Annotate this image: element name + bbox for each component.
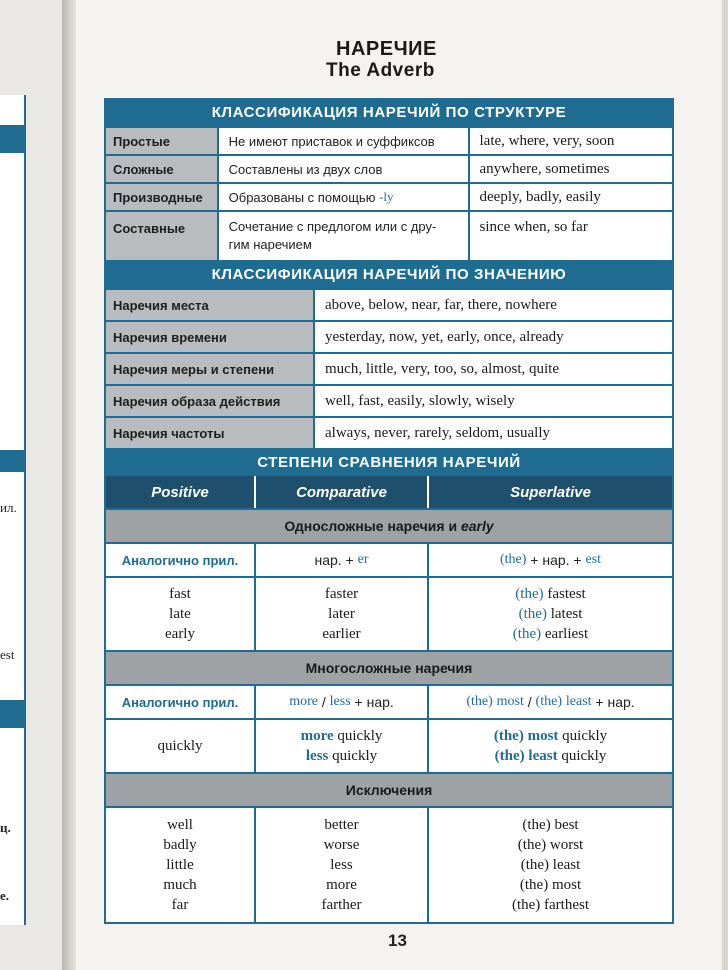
positive-word: late: [169, 606, 191, 622]
superlative-examples: [427, 578, 672, 650]
comparative-examples: [254, 720, 427, 772]
rule-text: + нар.: [595, 694, 635, 710]
comparative-word: quickly: [337, 728, 383, 744]
row-label: Наречия образа действия: [106, 386, 313, 416]
article-the: (the): [466, 694, 493, 709]
table-row: [106, 384, 672, 416]
row-label: Сложные: [106, 156, 217, 182]
article-the: (the): [515, 586, 544, 602]
row-examples: since when, so far: [468, 212, 672, 260]
positive-word: quickly: [157, 737, 203, 754]
comparative-word: later: [328, 606, 355, 622]
comparative-word: earlier: [322, 626, 361, 642]
structure-heading: КЛАССИФИКАЦИЯ НАРЕЧИЙ ПО СТРУКТУРЕ: [106, 100, 672, 126]
table-row: [106, 352, 672, 384]
superlative-word: fastest: [547, 586, 586, 602]
superlative-line: [519, 604, 583, 624]
rule-label: Аналогично прил.: [121, 552, 239, 568]
comparative-line: [301, 726, 383, 746]
row-label: Наречия частоты: [106, 418, 313, 448]
row-label: Простые: [106, 128, 217, 154]
left-page-fragment: ц.: [0, 820, 11, 835]
comparative-line: [306, 746, 377, 766]
row-description: [217, 184, 468, 210]
word-least: least: [528, 748, 558, 764]
superlative-word: (the) most: [519, 877, 582, 893]
rule-text: + нар. +: [530, 552, 582, 568]
rule-slash: /: [321, 694, 326, 710]
suffix-er: er: [357, 552, 369, 567]
superlative-word: earliest: [544, 626, 589, 642]
positive-word: early: [165, 626, 195, 642]
comparative-rule: [254, 544, 427, 576]
article-the: (the): [518, 606, 547, 622]
word-more: more: [289, 694, 318, 709]
table-row: [106, 126, 672, 154]
word-most: most: [496, 694, 524, 709]
column-header-comparative: Comparative: [254, 476, 427, 508]
row-examples: anywhere, sometimes: [468, 156, 672, 182]
comparative-rule: [254, 686, 427, 718]
row-examples: always, never, rarely, seldom, usually: [313, 418, 667, 448]
word-more: more: [300, 728, 334, 744]
positive-word: far: [171, 897, 189, 913]
article-the: (the): [493, 728, 524, 744]
superlative-examples: [427, 808, 672, 922]
left-page-fragment: est: [0, 647, 15, 662]
left-page-band: [0, 125, 24, 153]
table-row: [106, 182, 672, 210]
comparative-word: better: [324, 817, 359, 833]
examples-row: [106, 718, 672, 772]
positive-word: badly: [163, 837, 197, 853]
rule-label: Аналогично прил.: [121, 694, 239, 710]
positive-examples: [106, 808, 254, 922]
table-row: [106, 320, 672, 352]
row-examples: deeply, badly, easily: [468, 184, 672, 210]
comparative-word: faster: [324, 586, 359, 602]
rule-text: + нар.: [354, 694, 394, 710]
comparative-examples: [254, 808, 427, 922]
table-row: [106, 288, 672, 320]
row-examples: yesterday, now, yet, early, once, already: [313, 322, 667, 352]
page-number: 13: [388, 931, 407, 950]
page-title-ru: НАРЕЧИЕ: [336, 38, 437, 60]
superlative-word: (the) worst: [517, 837, 584, 853]
left-page-edge: [0, 0, 62, 970]
superlative-word: latest: [550, 606, 583, 622]
description-line: Сочетание с предлогом или с дру-: [228, 219, 437, 234]
degrees-heading: СТЕПЕНИ СРАВНЕНИЯ НАРЕЧИЙ: [106, 448, 672, 476]
meaning-heading: КЛАССИФИКАЦИЯ НАРЕЧИЙ ПО ЗНАЧЕНИЮ: [106, 260, 672, 288]
row-description: Не имеют приставок и суффиксов: [217, 128, 468, 154]
multi-syllable-heading: Многосложные наречия: [106, 650, 672, 684]
superlative-rule: [427, 686, 672, 718]
one-syllable-heading-text: Односложные наречия и: [284, 518, 458, 534]
positive-examples: [106, 578, 254, 650]
superlative-line: [513, 624, 588, 644]
comparative-word: farther: [321, 897, 362, 913]
description-text: Образованы с помощью: [228, 189, 376, 205]
word-least: least: [565, 694, 592, 709]
superlative-line: [495, 746, 607, 766]
row-examples: late, where, very, soon: [468, 128, 672, 154]
rule-row: [106, 542, 672, 576]
book-gutter: [62, 0, 76, 970]
rule-slash: /: [527, 694, 532, 710]
comparative-word: quickly: [332, 748, 378, 764]
word-less: less: [329, 694, 351, 709]
row-description: Составлены из двух слов: [217, 156, 468, 182]
article-the: (the): [499, 552, 527, 567]
positive-word: fast: [169, 586, 191, 602]
row-examples: much, little, very, too, so, almost, quite: [313, 354, 667, 384]
examples-row: [106, 576, 672, 650]
left-page-band: [0, 450, 24, 472]
row-label: Наречия меры и степени: [106, 354, 313, 384]
positive-word: little: [166, 857, 194, 873]
word-most: most: [527, 728, 559, 744]
column-header-positive: Positive: [151, 483, 209, 501]
left-page-fragment: е.: [0, 888, 10, 903]
superlative-word: (the) best: [522, 817, 579, 833]
examples-row: [106, 806, 672, 922]
article-the: (the): [535, 694, 562, 709]
suffix-ly: -ly: [379, 189, 394, 204]
row-description: [217, 212, 468, 260]
superlative-rule: [427, 544, 672, 576]
comparative-word: less: [330, 857, 353, 873]
comparative-word: worse: [323, 837, 360, 853]
superlative-line: [494, 726, 607, 746]
left-page-band: [0, 700, 24, 728]
comparative-word: more: [326, 877, 357, 893]
left-page-fragment: ил.: [0, 500, 17, 515]
row-label: Наречия места: [106, 290, 313, 320]
superlative-word: (the) farthest: [511, 897, 590, 913]
superlative-examples: [427, 720, 672, 772]
row-label: Наречия времени: [106, 322, 313, 352]
row-label: Составные: [106, 212, 217, 260]
comparative-examples: [254, 578, 427, 650]
superlative-word: quickly: [562, 728, 608, 744]
row-examples: above, below, near, far, there, nowhere: [313, 290, 667, 320]
column-header-superlative: Superlative: [427, 476, 672, 508]
superlative-word: (the) least: [520, 857, 581, 873]
one-syllable-heading: [106, 508, 672, 542]
positive-word: well: [167, 817, 193, 833]
positive-word: much: [163, 877, 197, 893]
article-the: (the): [494, 748, 525, 764]
adverb-table: [104, 98, 674, 924]
page-edge: [722, 0, 728, 970]
table-row: [106, 154, 672, 182]
suffix-est: est: [585, 552, 602, 567]
word-less: less: [305, 748, 329, 764]
table-row: [106, 416, 672, 448]
row-label: Производные: [106, 184, 217, 210]
page-title-en: The Adverb: [326, 60, 435, 81]
article-the: (the): [512, 626, 542, 642]
rule-row: [106, 684, 672, 718]
exceptions-heading: Исключения: [106, 772, 672, 806]
rule-text: нар. +: [314, 552, 354, 568]
degrees-column-headers: [106, 476, 672, 508]
description-line: гим наречием: [228, 237, 312, 252]
one-syllable-heading-early: early: [460, 518, 494, 534]
table-row: [106, 210, 672, 260]
superlative-word: quickly: [561, 748, 607, 764]
superlative-line: [515, 584, 585, 604]
row-examples: well, fast, easily, slowly, wisely: [313, 386, 667, 416]
